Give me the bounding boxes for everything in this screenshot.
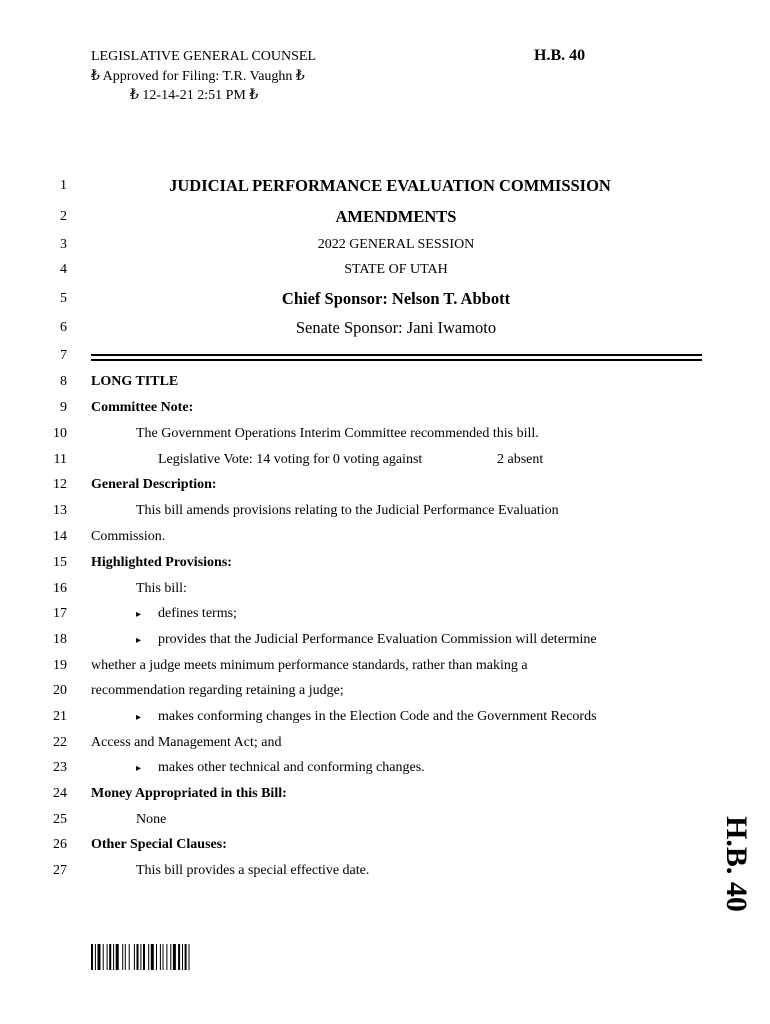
line-number: 23 [53, 760, 67, 775]
bullet-icon: ▸ [136, 609, 142, 620]
line-number: 13 [53, 503, 67, 518]
line-number: 8 [60, 374, 67, 389]
list-item [136, 760, 425, 776]
line-number: 11 [53, 452, 67, 467]
senate-sponsor: Senate Sponsor: Jani Iwamoto [295, 318, 497, 337]
chief-sponsor: Chief Sponsor: Nelson T. Abbott [281, 289, 511, 308]
money-appropriated-text: None [136, 812, 167, 827]
money-appropriated-heading: Money Appropriated in this Bill: [91, 786, 287, 801]
provision-continuation: recommendation regarding retaining a judge; [91, 683, 344, 698]
this-bill-label: This bill: [136, 581, 187, 596]
provision-text: defines terms; [158, 606, 237, 621]
side-bill-label-text: H.B. 40 [720, 816, 754, 912]
counsel-label: LEGISLATIVE GENERAL COUNSEL [91, 49, 317, 64]
provision-text: makes other technical and conforming changes. [158, 760, 425, 775]
committee-note-text: The Government Operations Interim Committee recommended this bill. [136, 426, 539, 441]
line-number: 25 [53, 812, 67, 827]
line-number: 15 [53, 555, 67, 570]
bullet-icon: ▸ [136, 763, 142, 774]
provision-text: makes conforming changes in the Election Code and the Government Records [158, 709, 597, 724]
line-number: 27 [53, 863, 67, 878]
legislative-vote-absent: 2 absent [497, 452, 544, 467]
line-number: 26 [53, 837, 67, 852]
line-number: 12 [53, 477, 67, 492]
line-number: 1 [60, 178, 67, 193]
line-number: 22 [53, 735, 67, 750]
title-divider-bottom [91, 359, 702, 361]
highlighted-provisions-heading: Highlighted Provisions: [91, 555, 232, 570]
bill-title-line2: AMENDMENTS [335, 207, 457, 226]
line-number: 14 [53, 529, 67, 544]
line-number: 17 [53, 606, 67, 621]
line-number: 6 [60, 320, 67, 335]
line-number: 24 [53, 786, 67, 801]
title-divider-top [91, 354, 702, 356]
general-description-line1: This bill amends provisions relating to the Judicial Performance Evaluation [136, 503, 559, 518]
provision-text: provides that the Judicial Performance Evaluation Commission will determine [158, 632, 597, 647]
line-number: 19 [53, 658, 67, 673]
long-title-heading: LONG TITLE [91, 374, 179, 389]
line-number: 4 [60, 262, 67, 277]
line-number: 21 [53, 709, 67, 724]
provision-continuation: whether a judge meets minimum performance standards, rather than making a [91, 658, 528, 673]
legislative-vote: Legislative Vote: 14 voting for 0 voting against [158, 452, 423, 467]
approval-line: ₺ Approved for Filing: T.R. Vaughn ₺ [91, 69, 305, 84]
committee-note-heading: Committee Note: [91, 400, 194, 415]
general-description-heading: General Description: [91, 477, 217, 492]
line-number: 2 [60, 209, 67, 224]
line-number: 18 [53, 632, 67, 647]
session-label: 2022 GENERAL SESSION [317, 237, 475, 252]
line-number: 10 [53, 426, 67, 441]
side-bill-label [716, 818, 756, 910]
line-number: 9 [60, 400, 67, 415]
list-item [136, 606, 237, 622]
line-number: 3 [60, 237, 67, 252]
list-item [136, 632, 597, 648]
provision-continuation: Access and Management Act; and [91, 735, 282, 750]
bill-number: H.B. 40 [534, 47, 586, 64]
bill-title-line1: JUDICIAL PERFORMANCE EVALUATION COMMISSION [169, 176, 611, 195]
line-number: 7 [60, 348, 67, 363]
line-number: 5 [60, 291, 67, 306]
approval-datetime: ₺ 12-14-21 2:51 PM ₺ [130, 88, 259, 103]
line-number: 16 [53, 581, 67, 596]
special-clauses-text: This bill provides a special effective date. [136, 863, 370, 878]
state-label: STATE OF UTAH [344, 262, 448, 277]
list-item [136, 709, 597, 725]
line-number: 20 [53, 683, 67, 698]
bullet-icon: ▸ [136, 712, 142, 723]
general-description-line2: Commission. [91, 529, 166, 544]
barcode-icon [91, 944, 231, 970]
bullet-icon: ▸ [136, 635, 142, 646]
special-clauses-heading: Other Special Clauses: [91, 837, 227, 852]
